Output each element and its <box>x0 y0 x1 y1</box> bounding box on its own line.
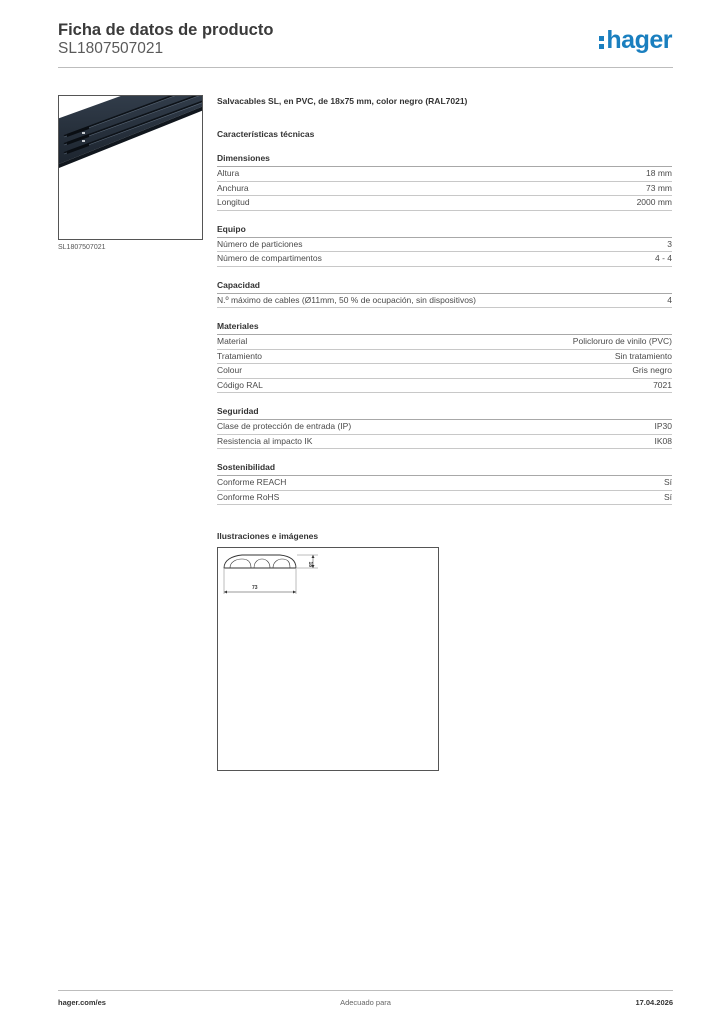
logo-dots-icon <box>599 26 604 54</box>
spec-group-title: Capacidad <box>217 280 672 294</box>
spec-group-title: Materiales <box>217 321 672 335</box>
spec-label: Material <box>217 336 248 346</box>
spec-row <box>217 196 672 211</box>
spec-row <box>217 420 672 435</box>
tech-characteristics-heading: Características técnicas <box>217 129 315 139</box>
image-caption: SL1807507021 <box>58 244 106 251</box>
spec-value: Sí <box>663 477 672 487</box>
spec-row <box>217 182 672 197</box>
footer-date: 17.04.2026 <box>635 998 673 1007</box>
footer-suitable-for: Adecuado para <box>340 998 391 1007</box>
spec-label: Tratamiento <box>217 350 263 361</box>
spec-value: IK08 <box>654 435 672 446</box>
logo-text: hager <box>606 26 672 54</box>
duct-profile <box>224 555 296 568</box>
spec-value: 4 <box>667 294 672 305</box>
spec-value: 3 <box>667 238 672 249</box>
spec-label: Anchura <box>217 182 249 193</box>
spec-label: Clase de protección de entrada (IP) <box>217 421 352 431</box>
hager-logo <box>599 26 672 54</box>
spec-value: Sin tratamiento <box>614 350 672 361</box>
spec-label: Número de particiones <box>217 238 303 249</box>
product-reference: SL1807507021 <box>58 40 164 57</box>
spec-label: Resistencia al impacto IK <box>217 435 313 446</box>
spec-row <box>217 350 672 365</box>
spec-group-title: Equipo <box>217 224 672 238</box>
spec-value: 4 - 4 <box>654 253 672 263</box>
spec-value: 7021 <box>653 379 672 390</box>
document-title: Ficha de datos de producto <box>58 21 274 39</box>
product-details <box>217 96 672 771</box>
spec-group <box>217 462 672 505</box>
spec-group-title: Dimensiones <box>217 153 672 167</box>
product-photo <box>58 95 203 240</box>
spec-group <box>217 280 672 309</box>
spec-label: Conforme REACH <box>217 477 287 487</box>
spec-row <box>217 435 672 450</box>
footer-website: hager.com/es <box>58 998 106 1007</box>
spec-row <box>217 476 672 491</box>
spec-label: Conforme RoHS <box>217 491 280 502</box>
spec-row <box>217 294 672 309</box>
spec-row <box>217 252 672 267</box>
illustrations-heading: Ilustraciones e imágenes <box>217 531 319 541</box>
spec-value: 18 mm <box>646 168 672 178</box>
spec-label: Longitud <box>217 197 250 207</box>
cross-section-drawing <box>218 548 438 770</box>
height-dimension-label: 18 <box>307 561 313 568</box>
cable-duct-image <box>59 96 203 240</box>
spec-group-title: Sostenibilidad <box>217 462 672 476</box>
spec-label: N.º máximo de cables (Ø11mm, 50 % de ocupación, sin dispositivos) <box>217 294 477 305</box>
spec-value: Policloruro de vinilo (PVC) <box>572 336 672 346</box>
page-header <box>58 20 673 68</box>
spec-row <box>217 364 672 379</box>
spec-value: Sí <box>663 491 672 502</box>
spec-label: Código RAL <box>217 379 263 390</box>
spec-value: 73 mm <box>646 182 672 193</box>
spec-group <box>217 406 672 449</box>
spec-row <box>217 379 672 394</box>
technical-drawing <box>217 547 439 771</box>
spec-group-title: Seguridad <box>217 406 672 420</box>
spec-label: Altura <box>217 168 240 178</box>
page-footer <box>58 990 673 1010</box>
spec-group <box>217 321 672 393</box>
spec-label: Colour <box>217 365 243 375</box>
spec-row <box>217 491 672 506</box>
spec-groups <box>217 153 672 505</box>
spec-value: 2000 mm <box>636 197 672 207</box>
spec-value: Gris negro <box>632 365 672 375</box>
spec-row <box>217 167 672 182</box>
width-dimension-label: 73 <box>252 585 258 591</box>
spec-value: IP30 <box>654 421 672 431</box>
spec-row <box>217 335 672 350</box>
product-description: Salvacables SL, en PVC, de 18x75 mm, color negro (RAL7021) <box>217 96 468 106</box>
spec-label: Número de compartimentos <box>217 253 322 263</box>
spec-group <box>217 153 672 211</box>
spec-row <box>217 238 672 253</box>
spec-group <box>217 224 672 267</box>
